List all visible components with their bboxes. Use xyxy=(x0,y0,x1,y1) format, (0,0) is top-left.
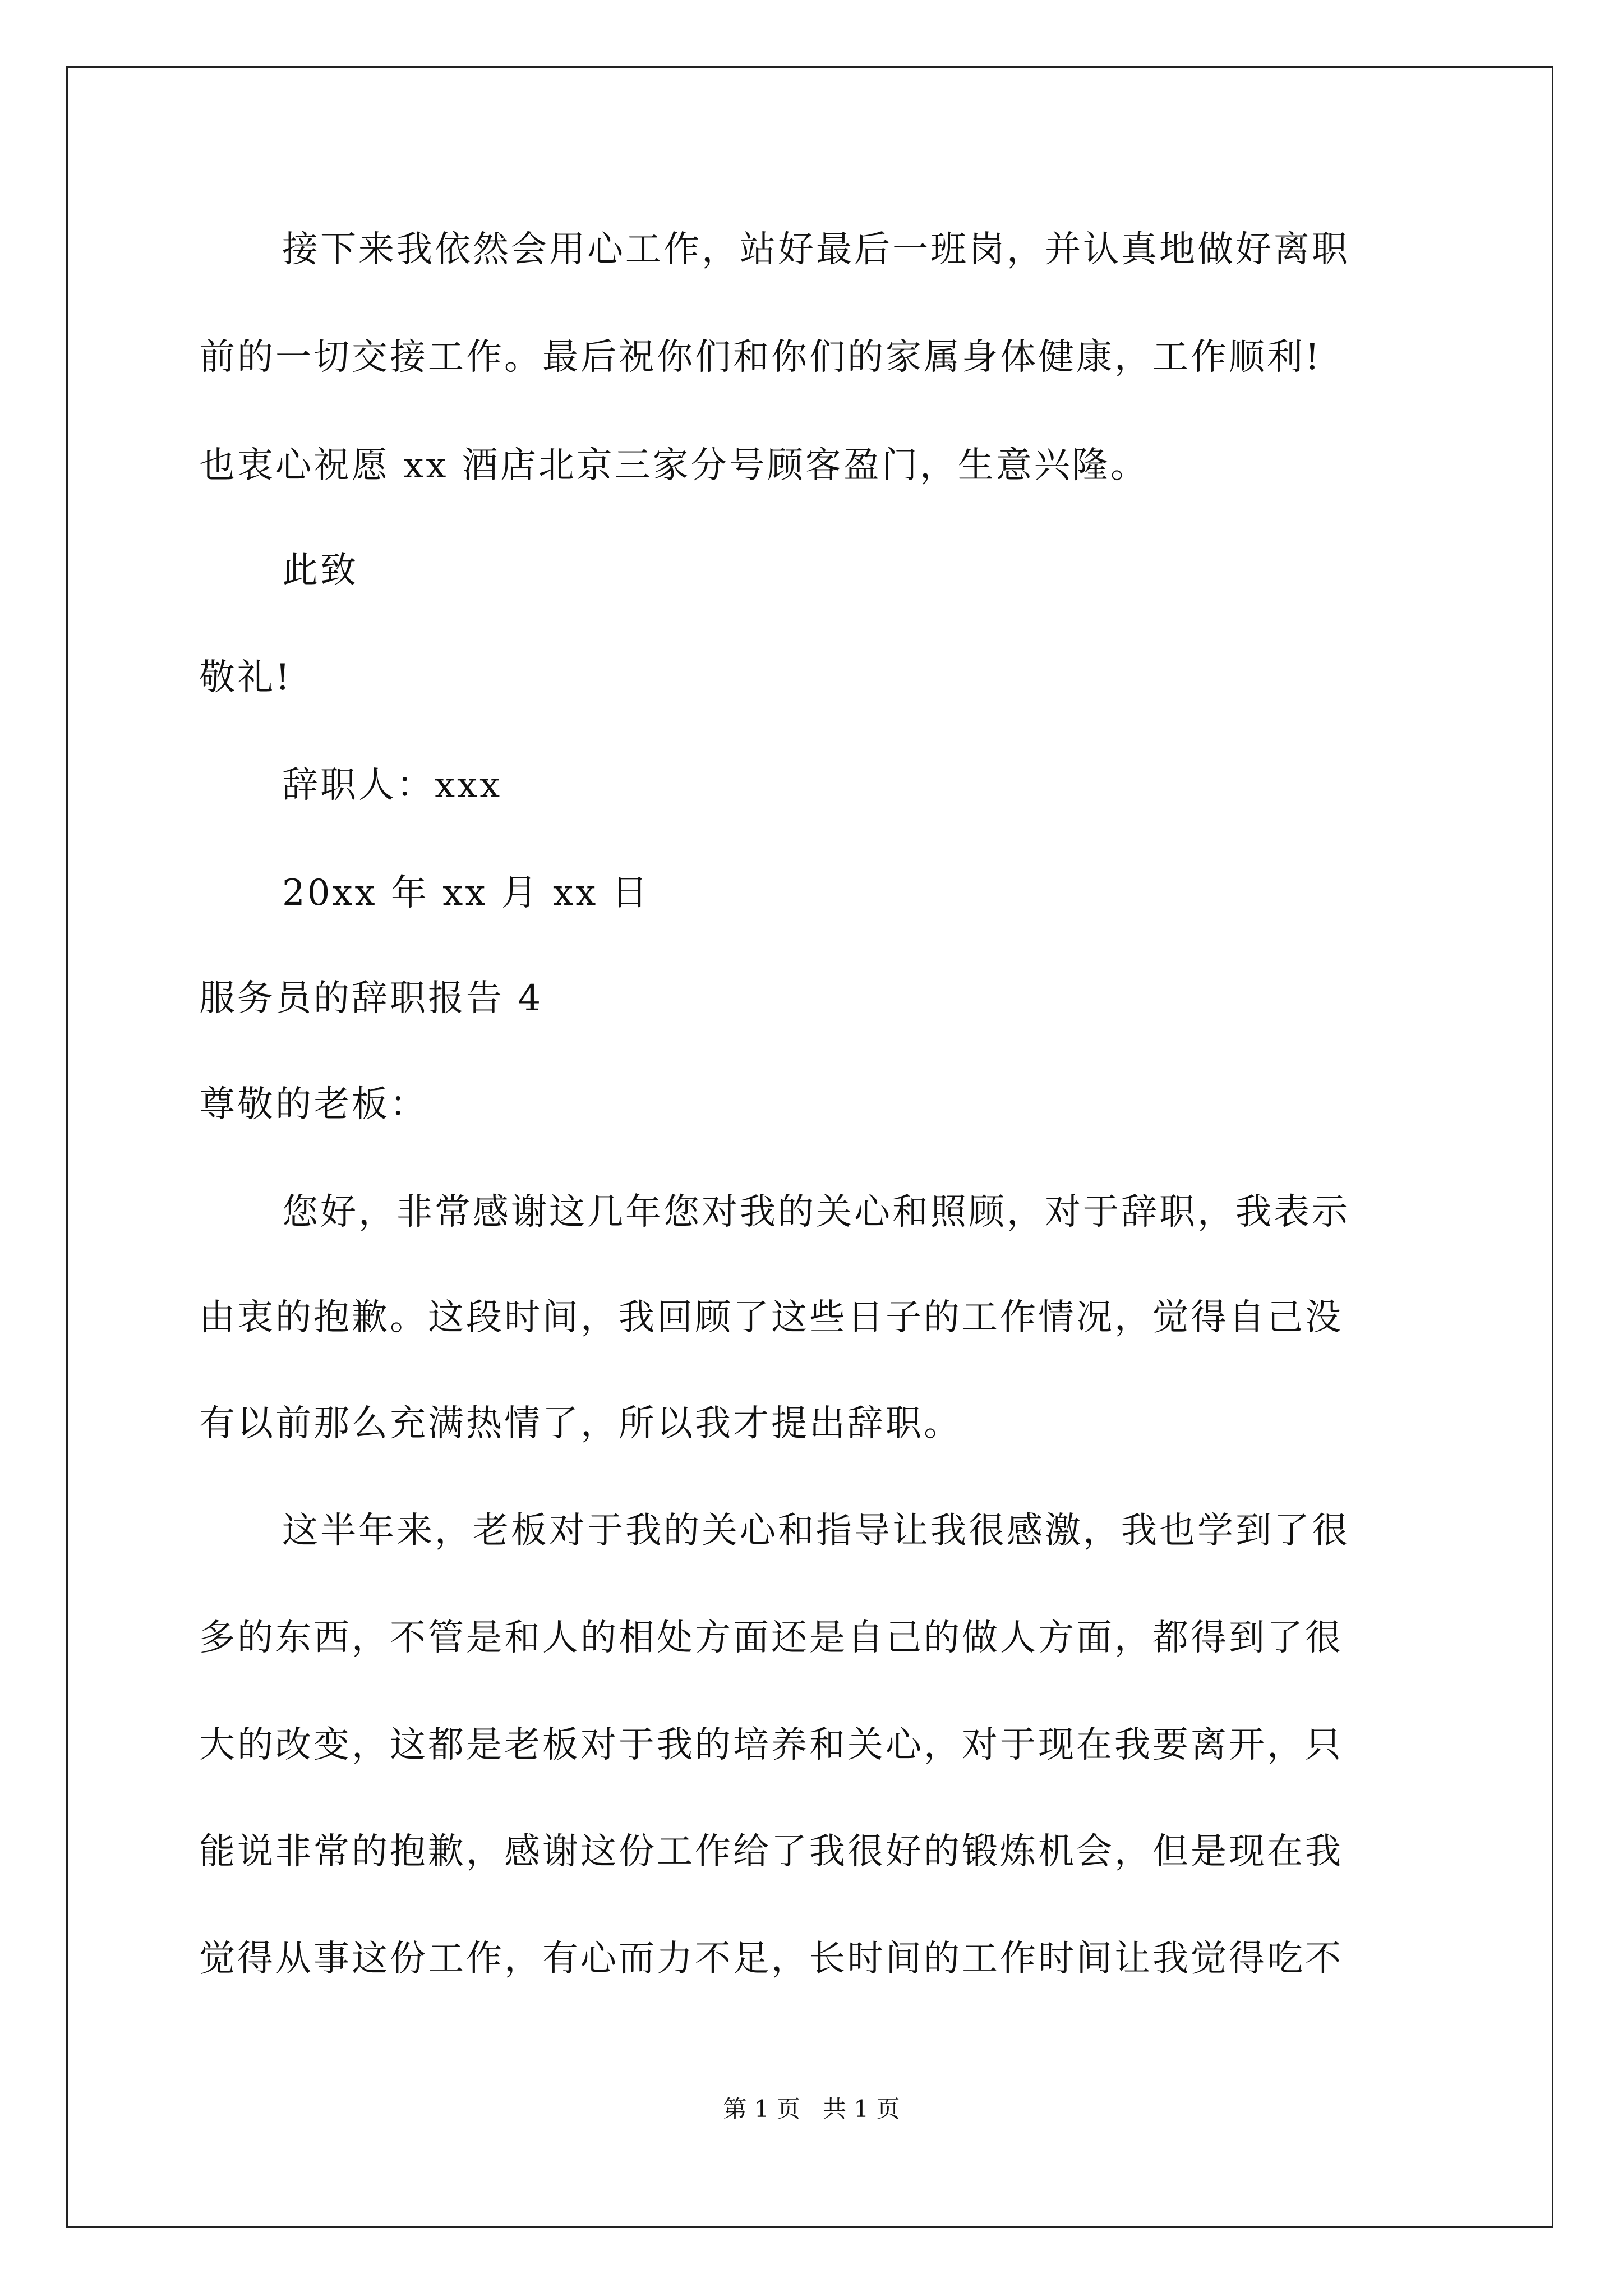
closing-salutation: 此致 xyxy=(282,550,358,591)
signature-date: 20xx 年 xx 月 xx 日 xyxy=(282,872,650,914)
paragraph-line: 您好，非常感谢这几年您对我的关心和照顾，对于辞职，我表示 xyxy=(282,1191,1350,1233)
paragraph-line: 有以前那么充满热情了，所以我才提出辞职。 xyxy=(199,1403,962,1444)
paragraph-line: 接下来我依然会用心工作，站好最后一班岗，并认真地做好离职 xyxy=(282,229,1350,270)
paragraph-line: 前的一切交接工作。最后祝你们和你们的家属身体健康，工作顺利! xyxy=(199,337,1322,378)
signature-name: 辞职人：xxx xyxy=(282,765,502,806)
paragraph-line: 能说非常的抱歉，感谢这份工作给了我很好的锻炼机会，但是现在我 xyxy=(199,1831,1343,1872)
paragraph-line: 由衷的抱歉。这段时间，我回顾了这些日子的工作情况，觉得自己没 xyxy=(199,1297,1343,1338)
paragraph-line: 也衷心祝愿 xx 酒店北京三家分号顾客盈门，生意兴隆。 xyxy=(199,445,1149,486)
paragraph-line: 多的东西，不管是和人的相处方面还是自己的做人方面，都得到了很 xyxy=(199,1617,1343,1659)
section-title: 服务员的辞职报告 4 xyxy=(199,978,543,1019)
paragraph-line: 大的改变，这都是老板对于我的培养和关心，对于现在我要离开，只 xyxy=(199,1724,1343,1766)
greeting: 尊敬的老板： xyxy=(199,1084,428,1125)
page-number-footer: 第 1 页 共 1 页 xyxy=(723,2095,900,2123)
page-border xyxy=(66,66,1553,2228)
closing-regards: 敬礼! xyxy=(199,657,292,698)
paragraph-line: 这半年来，老板对于我的关心和指导让我很感激，我也学到了很 xyxy=(282,1510,1350,1552)
paragraph-line: 觉得从事这份工作，有心而力不足，长时间的工作时间让我觉得吃不 xyxy=(199,1938,1343,1980)
